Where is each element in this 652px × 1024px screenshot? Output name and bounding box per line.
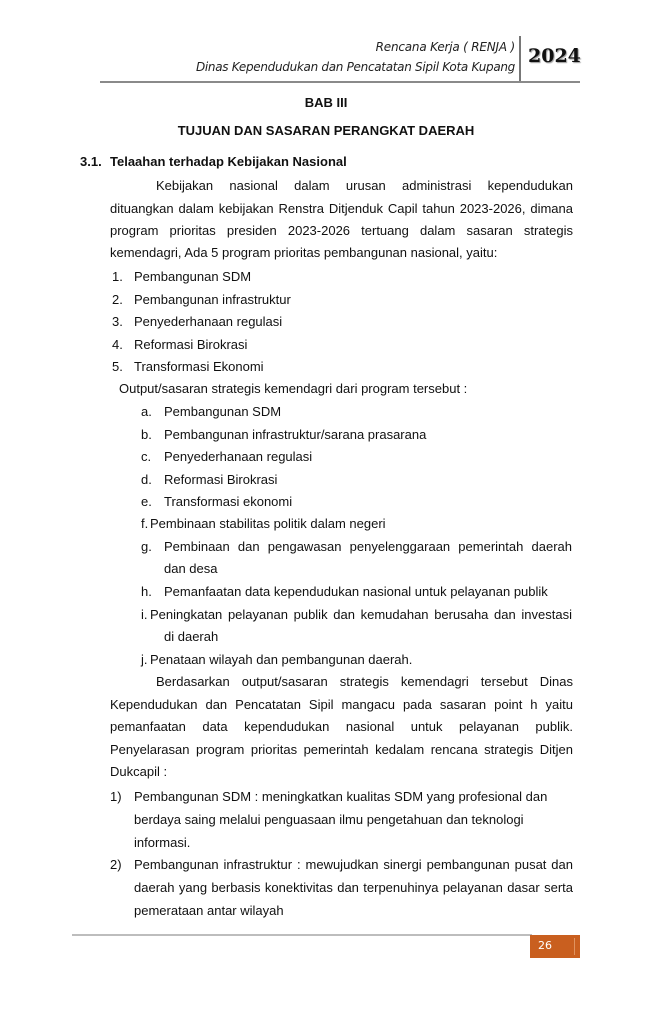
list-text: Pemanfaatan data kependudukan nasional untuk pelayanan publik <box>164 584 548 599</box>
list-text: Penyederhanaan regulasi <box>134 314 283 329</box>
header-divider-horizontal <box>100 81 580 83</box>
list-item-continuation: di daerah <box>164 629 219 644</box>
list-item-output <box>141 604 573 627</box>
list-marker: f. <box>141 516 149 531</box>
list-marker: b. <box>141 427 152 442</box>
header-divider-vertical <box>519 36 521 82</box>
section-title: Telaahan terhadap Kebijakan Nasional <box>110 154 347 169</box>
outputs-intro: Output/sasaran strategis kemendagri dari program tersebut : <box>119 381 468 396</box>
list-item-national-program <box>112 314 282 329</box>
page-number-badge <box>530 935 580 958</box>
list-marker: 1. <box>112 269 123 284</box>
list-marker: h. <box>141 584 152 599</box>
list-marker: g. <box>141 539 152 554</box>
alignment-line: Pembangunan infrastruktur : mewujudkan sinergi pembangunan pusat dan <box>134 857 573 872</box>
list-item-output <box>141 427 426 442</box>
list-item-national-program <box>112 337 247 352</box>
alignment-line: daerah yang berbasis konektivitas dan terpenuhinya pelayanan dasar serta <box>134 880 573 895</box>
header-year: 2024 <box>528 45 581 67</box>
list-text: Pembangunan infrastruktur/sarana prasarana <box>164 427 427 442</box>
list-item-output <box>141 536 573 559</box>
list-marker: j. <box>141 652 148 667</box>
chapter-title: TUJUAN DAN SASARAN PERANGKAT DAERAH <box>177 123 475 138</box>
list-text: Pembinaan stabilitas politik dalam negeri <box>150 516 386 531</box>
list-item-output <box>141 494 292 509</box>
intro-line: kemendagri, Ada 5 program prioritas pembangunan nasional, yaitu: <box>110 245 498 260</box>
list-text: Reformasi Birokrasi <box>134 337 248 352</box>
list-item-output <box>141 449 312 464</box>
list-marker: 2) <box>110 857 122 872</box>
alignment-line: berdaya saing melalui penguasaan ilmu pengetahuan dan teknologi <box>134 812 524 827</box>
list-text: Transformasi ekonomi <box>164 494 293 509</box>
alignment-line: informasi. <box>134 835 191 850</box>
list-item-output <box>141 652 412 667</box>
list-text: Transformasi Ekonomi <box>134 359 264 374</box>
list-item-output <box>141 404 281 419</box>
list-marker: 1) <box>110 789 122 804</box>
chapter-label: BAB III <box>304 95 348 110</box>
footer-divider <box>72 934 532 936</box>
intro-line: dituangkan dalam kebijakan Renstra Ditjenduk Capil tahun 2023-2026, dimana <box>110 201 573 216</box>
list-text: Reformasi Birokrasi <box>164 472 278 487</box>
alignment-line: Pembangunan SDM : meningkatkan kualitas SDM yang profesional dan <box>134 789 548 804</box>
list-text: Pembinaan dan pengawasan penyelenggaraan pemerintah daerah <box>164 539 572 554</box>
list-text: Penataan wilayah dan pembangunan daerah. <box>150 652 413 667</box>
page-badge-divider <box>574 938 575 955</box>
alignment-line: pemerataan antar wilayah <box>134 903 284 918</box>
list-text: Peningkatan pelayanan publik dan kemudahan berusaha dan investasi <box>150 607 572 622</box>
list-item-continuation: dan desa <box>164 561 218 576</box>
conclusion-line: pemanfaatan data kependudukan nasional untuk pelayanan publik. <box>110 719 573 734</box>
list-item-output <box>141 584 548 599</box>
list-text: Pembangunan SDM <box>134 269 252 284</box>
page-number: 26 <box>538 939 552 952</box>
list-marker: a. <box>141 404 152 419</box>
list-text: Pembangunan SDM <box>164 404 282 419</box>
list-item-national-program <box>112 269 251 284</box>
list-marker: 2. <box>112 292 123 307</box>
list-marker: i. <box>141 607 148 622</box>
list-item-output <box>141 516 386 531</box>
intro-line: Kebijakan nasional dalam urusan administrasi kependudukan <box>156 178 573 193</box>
list-marker: 5. <box>112 359 123 374</box>
list-marker: d. <box>141 472 152 487</box>
section-number: 3.1. <box>80 154 102 169</box>
conclusion-line: Dukcapil : <box>110 764 168 779</box>
conclusion-line: Kependudukan dan Pencatatan Sipil mangacu pada sasaran point h yaitu <box>110 697 573 712</box>
conclusion-line: Berdasarkan output/sasaran strategis kemendagri tersebut Dinas <box>156 674 573 689</box>
conclusion-line: Penyelarasan program prioritas pemerintah kedalam rencana strategis Ditjen <box>110 742 573 757</box>
list-marker: e. <box>141 494 152 509</box>
list-item-output <box>141 472 277 487</box>
intro-line: program prioritas presiden 2023-2026 tertuang dalam sasaran strategis <box>110 223 573 238</box>
list-text: Pembangunan infrastruktur <box>134 292 291 307</box>
list-marker: 4. <box>112 337 123 352</box>
list-marker: c. <box>141 449 152 464</box>
list-text: Penyederhanaan regulasi <box>164 449 313 464</box>
list-marker: 3. <box>112 314 123 329</box>
header-agency-name: Dinas Kependudukan dan Pencatatan Sipil Kota Kupang <box>195 60 515 74</box>
list-item-national-program <box>112 292 291 307</box>
list-item-national-program <box>112 359 264 374</box>
header-document-title: Rencana Kerja ( RENJA ) <box>375 40 515 54</box>
